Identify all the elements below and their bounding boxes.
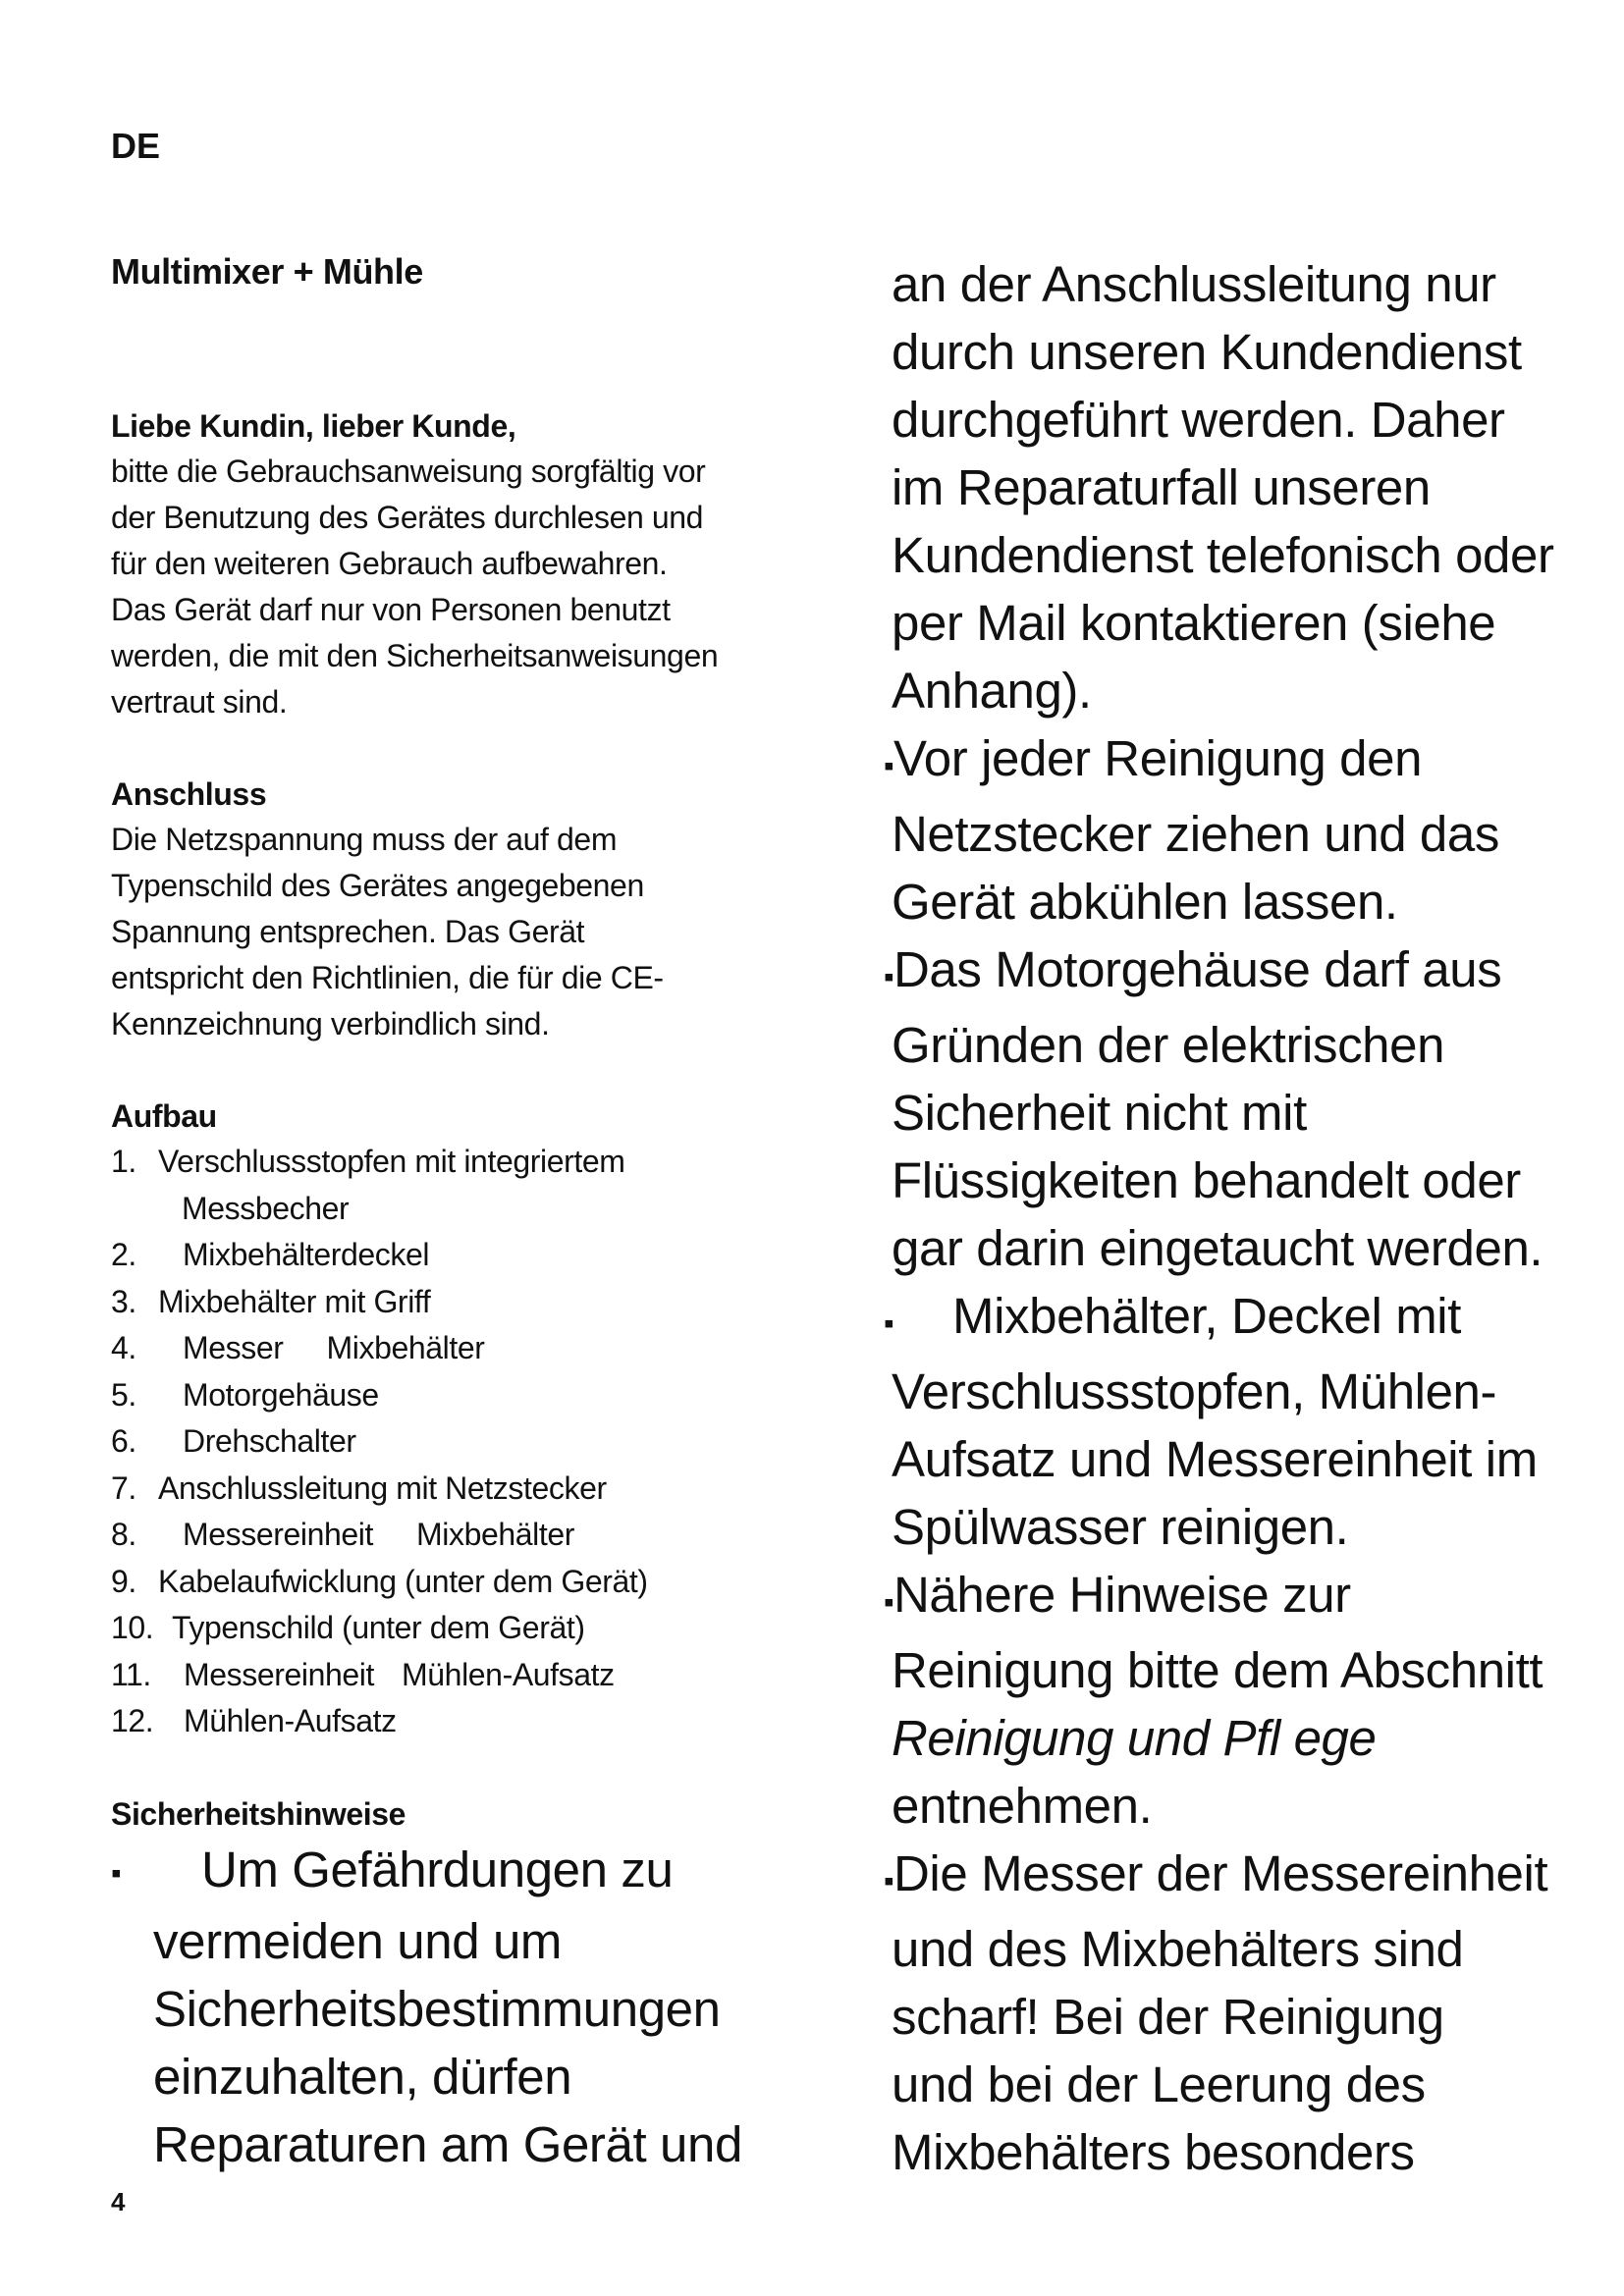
safety-line: Netzstecker ziehen und das (892, 806, 1499, 862)
safety-line: Reinigung bitte dem Abschnitt (892, 1642, 1543, 1698)
parts-list (111, 1139, 818, 1745)
safety-line: Das Motorgehäuse darf aus (893, 941, 1502, 997)
safety-line: Spülwasser reinigen. (892, 1499, 1349, 1555)
safety-line: durchgeführt werden. Daher (892, 392, 1505, 448)
item-number: 1. (111, 1144, 136, 1179)
item-text: Kabelaufwicklung (unter dem Gerät) (158, 1563, 648, 1599)
intro-line: der Benutzung des Gerätes durchlesen und (111, 500, 704, 535)
bullet-icon: ▪ (111, 1857, 122, 1891)
item-text: Verschlussstopfen mit integriertem (158, 1144, 625, 1179)
list-item (111, 1652, 818, 1699)
safety-line: und bei der Leerung des (892, 2056, 1426, 2112)
bullet-icon: ▪ (884, 961, 894, 993)
item-text-secondary: Mixbehälter (326, 1330, 485, 1365)
aufbau-heading: Aufbau (111, 1098, 217, 1134)
item-number: 4. (111, 1330, 136, 1365)
item-text: Anschlussleitung mit Netzstecker (158, 1469, 607, 1506)
item-text: Mixbehälter mit Griff (158, 1283, 431, 1319)
list-item (111, 1139, 818, 1186)
safety-line: Um Gefährdungen zu (201, 1842, 674, 1897)
item-text: Mixbehälterdeckel (183, 1237, 430, 1272)
item-text: Messbecher (182, 1190, 350, 1226)
safety-line: im Reparaturfall unseren (892, 459, 1431, 515)
intro-line: für den weiteren Gebrauch aufbewahren. (111, 546, 668, 581)
anschluss-line: Kennzeichnung verbindlich sind. (111, 1006, 550, 1041)
bullet-icon: ▪ (884, 1586, 894, 1619)
safety-line: entnehmen. (892, 1778, 1153, 1834)
safety-line: Vor jeder Reinigung den (893, 730, 1423, 786)
safety-line: Nähere Hinweise zur (893, 1567, 1351, 1623)
anschluss-line: Die Netzspannung muss der auf dem (111, 822, 618, 857)
safety-line: einzuhalten, dürfen (153, 2049, 572, 2106)
item-number: 10. (111, 1610, 154, 1645)
safety-line: Anhang). (892, 663, 1092, 719)
greeting: Liebe Kundin, lieber Kunde, (111, 408, 516, 444)
item-number: 12. (111, 1703, 154, 1738)
item-text-secondary: Mühlen-Aufsatz (402, 1656, 615, 1692)
intro-line: vertraut sind. (111, 684, 288, 720)
aufbau-section (111, 1094, 818, 1745)
safety-line: Sicherheit nicht mit (892, 1085, 1307, 1141)
item-number: 3. (111, 1283, 136, 1319)
anschluss-heading: Anschluss (111, 776, 267, 812)
safety-heading: Sicherheitshinweise (111, 1795, 406, 1832)
safety-line: und des Mixbehälters sind (892, 1921, 1464, 1977)
safety-item-1-start (111, 1836, 838, 2178)
document-title: Multimixer + Mühle (111, 251, 423, 292)
safety-line: an der Anschlussleitung nur (892, 256, 1496, 312)
safety-line: gar darin eingetaucht werden. (892, 1220, 1543, 1276)
item-text: Drehschalter (183, 1423, 356, 1459)
safety-line: Gerät abkühlen lassen. (892, 874, 1398, 930)
safety-line: Aufsatz und Messereinheit im (892, 1431, 1538, 1487)
item-number: 8. (111, 1517, 136, 1552)
list-item (111, 1605, 818, 1652)
list-item (111, 1372, 818, 1419)
safety-line: Mixbehälters besonders (892, 2124, 1415, 2180)
item-text: Mühlen-Aufsatz (184, 1703, 397, 1738)
safety-line: scharf! Bei der Reinigung (892, 1989, 1444, 2045)
bullet-icon: ▪ (884, 1308, 894, 1340)
item-text: Messer (183, 1330, 284, 1365)
safety-line: per Mail kontaktieren (siehe (892, 595, 1496, 651)
section-reference: Reinigung und Pfl ege (892, 1710, 1377, 1766)
item-text: Messereinheit (183, 1517, 374, 1552)
list-item (111, 1559, 818, 1606)
item-number: 2. (111, 1237, 136, 1272)
anschluss-line: Typenschild des Gerätes angegebenen (111, 868, 644, 903)
language-code: DE (111, 126, 161, 166)
right-column (884, 250, 1591, 2186)
item-text: Motorgehäuse (183, 1376, 379, 1413)
item-number: 7. (111, 1469, 136, 1506)
left-column (111, 250, 818, 1842)
safety-line: Sicherheitsbestimmungen (153, 1981, 721, 2038)
list-item-continuation (111, 1186, 818, 1233)
list-item (111, 1325, 818, 1372)
list-item (111, 1698, 818, 1745)
list-item (111, 1512, 818, 1559)
page-number: 4 (111, 2187, 126, 2216)
safety-line: Flüssigkeiten behandelt oder (892, 1152, 1521, 1208)
safety-line: Kundendienst telefonisch oder (892, 527, 1554, 583)
safety-line: durch unseren Kundendienst (892, 324, 1522, 380)
bullet-icon: ▪ (884, 750, 894, 782)
bullet-icon: ▪ (884, 1865, 894, 1897)
safety-line: Reparaturen am Gerät und (153, 2116, 742, 2173)
safety-line: Verschlussstopfen, Mühlen- (892, 1363, 1497, 1419)
item-number: 11. (111, 1656, 151, 1692)
item-text: Typenschild (unter dem Gerät) (172, 1610, 585, 1645)
list-item (111, 1418, 818, 1466)
item-text-secondary: Mixbehälter (416, 1517, 575, 1552)
intro-section (111, 403, 818, 725)
safety-line: vermeiden und um (153, 1913, 562, 1970)
anschluss-section (111, 772, 818, 1047)
intro-line: werden, die mit den Sicherheitsanweisungen (111, 638, 719, 673)
intro-line: bitte die Gebrauchsanweisung sorgfältig vor (111, 454, 706, 489)
item-number: 6. (111, 1423, 136, 1459)
item-text: Messereinheit (184, 1656, 375, 1692)
safety-line: Mixbehälter, Deckel mit (952, 1288, 1461, 1344)
item-number: 9. (111, 1563, 136, 1599)
item-number: 5. (111, 1376, 136, 1413)
list-item (111, 1279, 818, 1326)
anschluss-line: Spannung entsprechen. Das Gerät (111, 914, 585, 949)
list-item (111, 1466, 818, 1513)
safety-line: Gründen der elektrischen (892, 1017, 1445, 1073)
intro-line: Das Gerät darf nur von Personen benutzt (111, 592, 671, 627)
list-item (111, 1232, 818, 1279)
safety-line: Die Messer der Messereinheit (893, 1845, 1548, 1901)
anschluss-line: entspricht den Richtlinien, die für die CE- (111, 960, 664, 995)
